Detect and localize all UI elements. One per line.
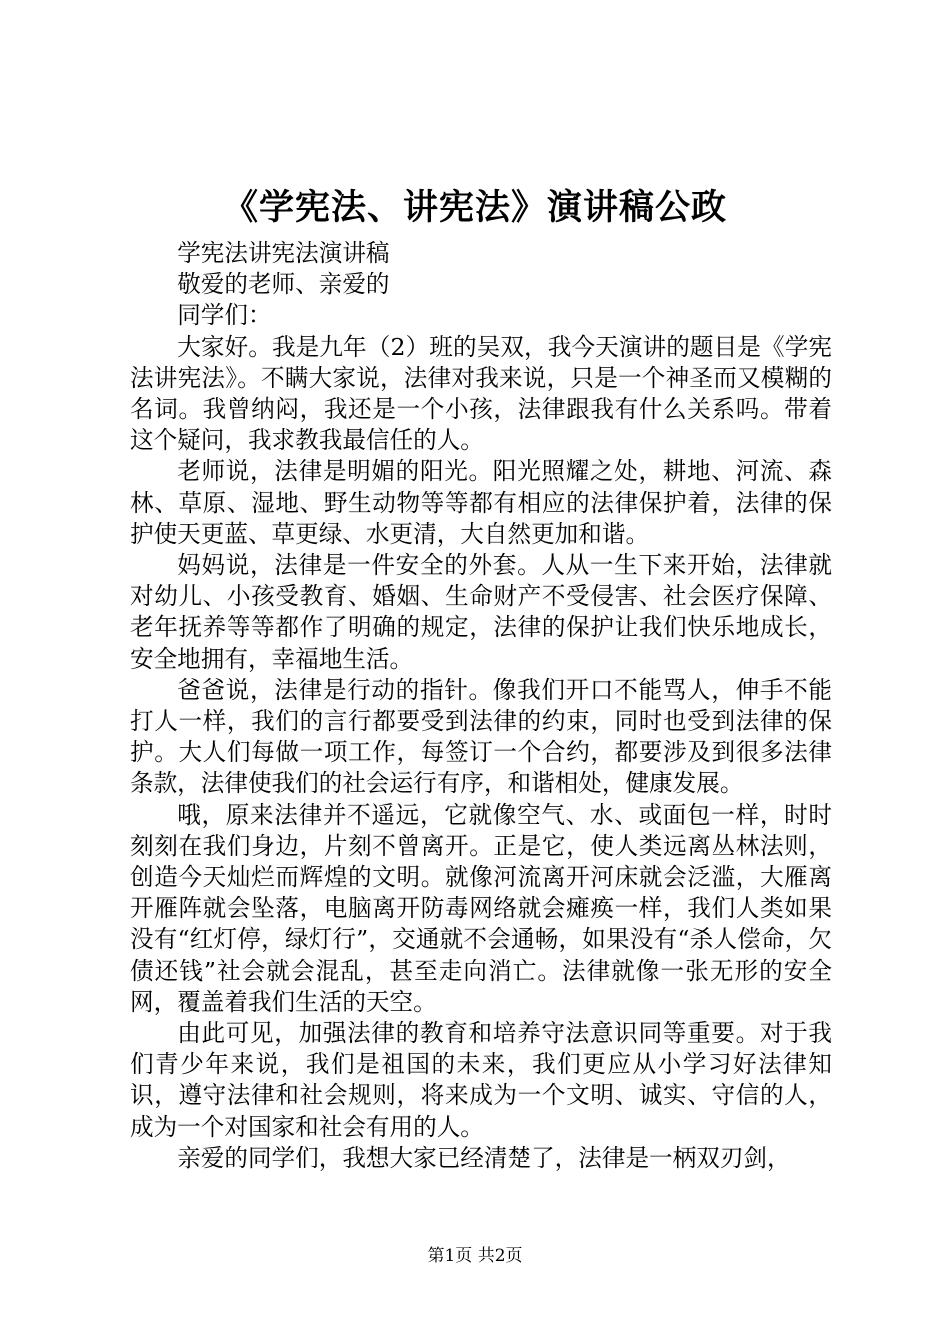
paragraph-salutation-2: 同学们： [177,301,272,330]
paragraph-conclusion: 由此可见，加强法律的教育和培养守法意识同等重要。对于我们青少年来说，我们是祖国的未来，我们更应从小学习好法律知识，遵守法律和社会规则，将来成为一个文明、诚实、守信的人，成为一个对国家和社会有用的人。 [130,1019,832,1141]
paragraph-father: 爸爸说，法律是行动的指针。像我们开口不能骂人，伸手不能打人一样，我们的言行都要受到法律的约束，同时也受到法律的保护。大人们每做一项工作，每签订一个合约，都要涉及到很多法律条款，法律使我们的社会运行有序，和谐相处，健康发展。 [130,675,832,798]
paragraph-intro: 大家好。我是九年（2）班的吴双，我今天演讲的题目是《学宪法讲宪法》。不瞒大家说，法律对我来说，只是一个神圣而又模糊的名词。我曾纳闷，我还是一个小孩，法律跟我有什么关系吗。带着这个疑问，我求教我最信任的人。 [130,332,832,455]
paragraph-teacher: 老师说，法律是明媚的阳光。阳光照耀之处，耕地、河流、森林、草原、湿地、野生动物等等都有相应的法律保护着，法律的保护使天更蓝、草更绿、水更清，大自然更加和谐。 [130,457,832,548]
paragraph-subtitle: 学宪法讲宪法演讲稿 [177,239,390,267]
paragraph-closing: 亲爱的同学们，我想大家已经清楚了，法律是一柄双刃剑， [177,1143,791,1172]
paragraph-reflection: 哦，原来法律并不遥远，它就像空气、水、或面包一样，时时刻刻在我们身边，片刻不曾离开。正是它，使人类远离丛林法则，创造今天灿烂而辉煌的文明。就像河流离开河床就会泛滥，大雁离开雁阵就会坠落，电脑离开防毒网络就会瘫痪一样，我们人类如果没有“红灯停，绿灯行”，交通就不会通畅，如果没有“杀人偿命，欠债还钱”社会就会混乱，甚至走向消亡。法律就像一张无形的安全网，覆盖着我们生活的天空。 [130,800,832,1016]
document-title: 《学宪法、讲宪法》演讲稿公政 [222,187,727,228]
paragraph-salutation-1: 敬爱的老师、亲爱的 [177,270,390,299]
paragraph-mother: 妈妈说，法律是一件安全的外套。人从一生下来开始，法律就对幼儿、小孩受教育、婚姻、生命财产不受侵害、社会医疗保障、老年抚养等等都作了明确的规定，法律的保护让我们快乐地成长，安全地拥有，幸福地生活。 [130,551,832,673]
page-footer: 第1页 共2页 [427,1246,523,1266]
document-body [130,238,832,1174]
